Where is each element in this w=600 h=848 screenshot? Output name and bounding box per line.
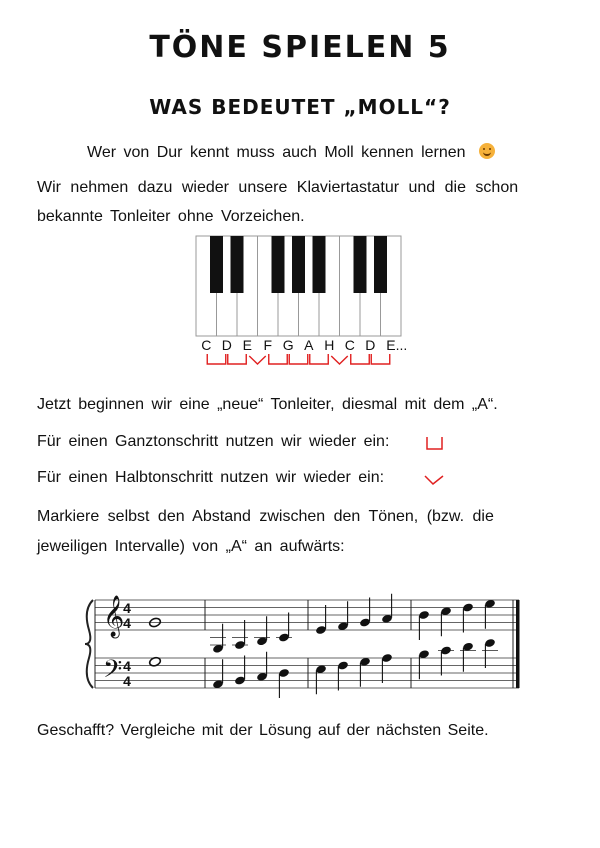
note-label: C bbox=[344, 337, 355, 353]
note-label: E bbox=[242, 337, 252, 353]
note-label: D bbox=[365, 337, 376, 353]
note-label: H bbox=[324, 337, 335, 353]
black-key bbox=[272, 236, 285, 293]
note-label: E... bbox=[386, 337, 408, 353]
whole-step-mark bbox=[289, 354, 308, 364]
paragraph-2: Jetzt beginnen wir eine „neue“ Tonleiter, diesmal mit dem „A“. bbox=[37, 396, 498, 413]
note-label: C bbox=[201, 337, 212, 353]
intro-line bbox=[87, 143, 495, 162]
time-signature-numerator: 4 bbox=[123, 658, 131, 674]
time-signature-denominator: 4 bbox=[123, 673, 131, 689]
whole-step-mark bbox=[228, 354, 247, 364]
paragraph-1-line-1: Wir nehmen dazu wieder unsere Klaviertastatur und die schon bbox=[37, 179, 519, 196]
note-label: A bbox=[304, 337, 314, 353]
task-line-2: jeweiligen Intervalle) von „A“ an aufwärts: bbox=[37, 538, 345, 555]
whole-step-line: Für einen Ganztonschritt nutzen wir wieder ein: bbox=[37, 433, 390, 450]
half-step-line: Für einen Halbtonschritt nutzen wir wieder ein: bbox=[37, 469, 385, 486]
note-label: D bbox=[221, 337, 232, 353]
half-step-mark bbox=[249, 356, 266, 364]
half-step-mark bbox=[331, 356, 348, 364]
note-label: G bbox=[282, 337, 294, 353]
note-label: F bbox=[263, 337, 273, 353]
piano-keyboard bbox=[180, 232, 420, 372]
page-title: TÖNE SPIELEN 5 bbox=[149, 30, 451, 65]
black-key bbox=[313, 236, 326, 293]
bass-clef: 𝄢 bbox=[103, 656, 123, 689]
grand-staff-score bbox=[85, 590, 530, 702]
black-key bbox=[374, 236, 387, 293]
black-key bbox=[231, 236, 244, 293]
whole-step-bracket-icon bbox=[425, 434, 445, 452]
closing-line: Geschafft? Vergleiche mit der Lösung auf der nächsten Seite. bbox=[37, 722, 489, 739]
black-key bbox=[354, 236, 367, 293]
brace bbox=[85, 600, 93, 688]
half-step-check-icon bbox=[423, 472, 445, 488]
black-key bbox=[210, 236, 223, 293]
final-barline-thick bbox=[516, 600, 520, 688]
task-line-1: Markiere selbst den Abstand zwischen den Tönen, (bzw. die bbox=[37, 508, 494, 525]
whole-step-mark bbox=[371, 354, 390, 364]
page-subtitle: WAS BEDEUTET „MOLL“? bbox=[149, 95, 451, 119]
time-signature-denominator: 4 bbox=[123, 615, 131, 631]
whole-step-mark bbox=[310, 354, 329, 364]
paragraph-1-line-2: bekannte Tonleiter ohne Vorzeichen. bbox=[37, 208, 305, 225]
whole-step-mark bbox=[269, 354, 288, 364]
intro-text: Wer von Dur kennt muss auch Moll kennen lernen bbox=[87, 144, 466, 161]
black-key bbox=[292, 236, 305, 293]
time-signature-numerator: 4 bbox=[123, 600, 131, 616]
whole-step-mark bbox=[207, 354, 226, 364]
treble-clef: 𝄞 bbox=[103, 595, 125, 636]
smiley-icon bbox=[479, 143, 495, 159]
whole-step-mark bbox=[351, 354, 370, 364]
